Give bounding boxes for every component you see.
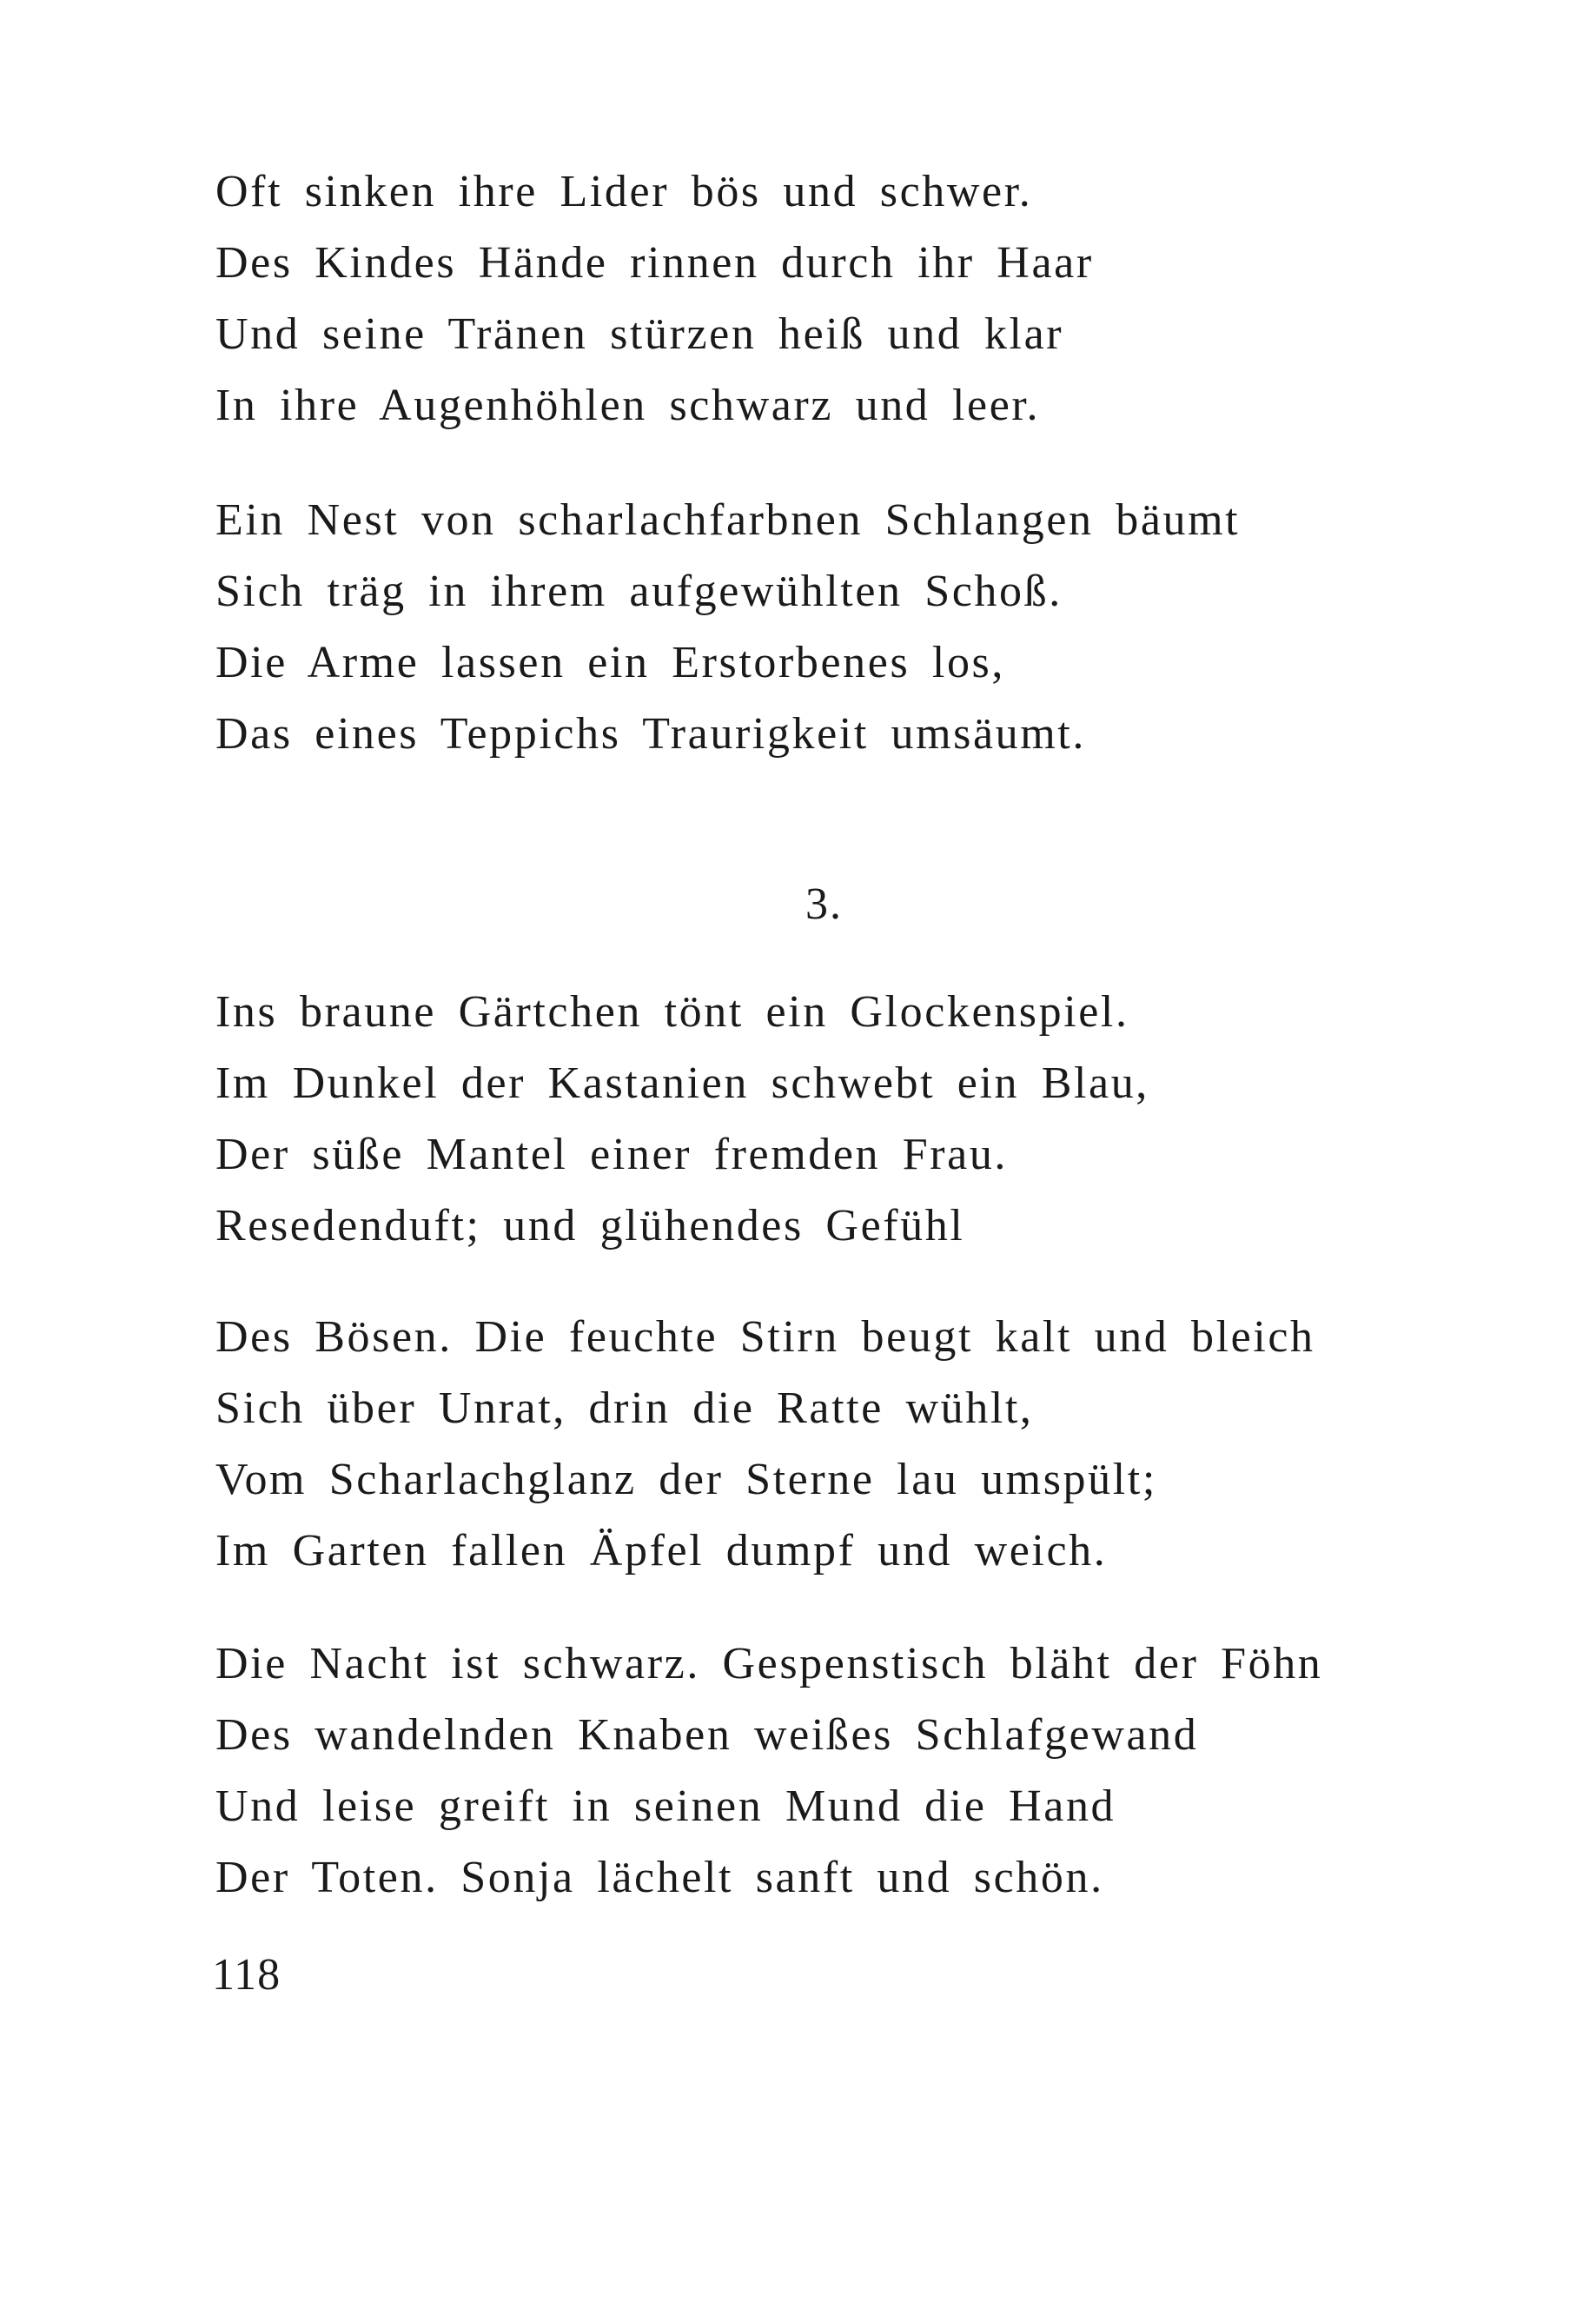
verse-line: Im Garten fallen Äpfel dumpf und weich. <box>215 1526 1108 1576</box>
verse-line: Im Dunkel der Kastanien schwebt ein Blau, <box>215 1058 1149 1108</box>
verse-line: Ein Nest von scharlachfarbnen Schlangen bäumt <box>215 495 1241 545</box>
verse-line: Und seine Tränen stürzen heiß und klar <box>215 309 1064 359</box>
section-number: 3. <box>805 879 843 929</box>
verse-line: Resedenduft; und glühendes Gefühl <box>215 1201 965 1251</box>
verse-line: Ins braune Gärtchen tönt ein Glockenspiel. <box>215 987 1129 1037</box>
verse-line: Der Toten. Sonja lächelt sanft und schön. <box>215 1853 1104 1902</box>
verse-line: Sich träg in ihrem aufgewühlten Schoß. <box>215 567 1063 616</box>
page-number: 118 <box>212 1950 281 2000</box>
verse-line: Das eines Teppichs Traurigkeit umsäumt. <box>215 709 1086 759</box>
stanza-4 <box>215 1302 1432 1587</box>
verse-line: Und leise greift in seinen Mund die Hand <box>215 1781 1116 1831</box>
stanza-1 <box>215 156 1432 441</box>
verse-line: Des Bösen. Die feuchte Stirn beugt kalt und bleich <box>215 1312 1315 1362</box>
verse-line: Vom Scharlachglanz der Sterne lau umspült; <box>215 1455 1157 1504</box>
verse-line: Oft sinken ihre Lider bös und schwer. <box>215 167 1033 216</box>
verse-line: Der süße Mantel einer fremden Frau. <box>215 1130 1009 1179</box>
verse-line: Die Arme lassen ein Erstorbenes los, <box>215 638 1005 687</box>
verse-line: Des wandelnden Knaben weißes Schlafgewand <box>215 1710 1199 1760</box>
verse-line: In ihre Augenhöhlen schwarz und leer. <box>215 381 1041 430</box>
verse-line: Die Nacht ist schwarz. Gespenstisch bläht der Föhn <box>215 1639 1323 1688</box>
stanza-5 <box>215 1629 1432 1914</box>
stanza-2 <box>215 485 1432 770</box>
stanza-3 <box>215 977 1432 1262</box>
verse-line: Sich über Unrat, drin die Ratte wühlt, <box>215 1383 1034 1433</box>
verse-line: Des Kindes Hände rinnen durch ihr Haar <box>215 238 1094 288</box>
